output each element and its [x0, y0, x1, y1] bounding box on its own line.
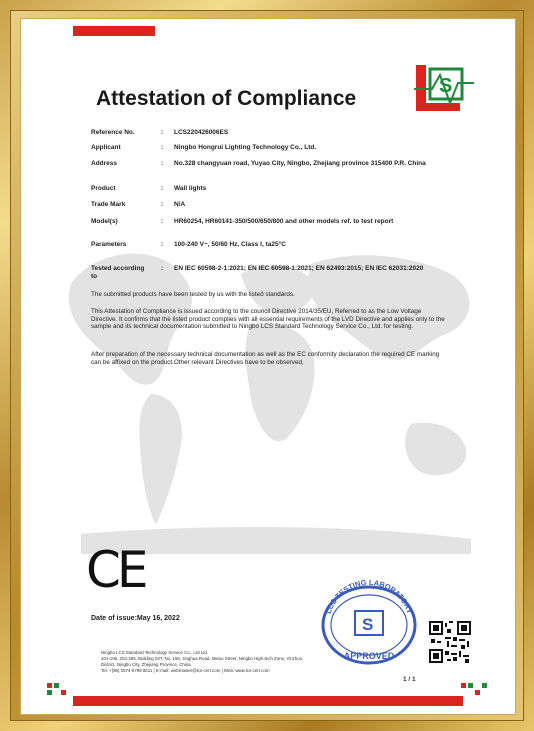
field-colon: :	[161, 129, 164, 136]
field-value-address: No.328 changyuan road, Yuyao City, Ningbo, Zhejiang province 315400 P.R. China	[174, 160, 426, 167]
field-value-parameters: 100-240 V~, 50/60 Hz, Class I, ta25°C	[174, 241, 286, 248]
field-label-trade-mark: Trade Mark	[91, 201, 126, 208]
document-title: Attestation of Compliance	[96, 87, 357, 110]
bottom-red-bar	[73, 696, 463, 706]
decor-square	[47, 690, 52, 695]
field-colon: :	[161, 160, 164, 167]
decor-square	[54, 683, 59, 688]
svg-text:S: S	[362, 615, 374, 634]
field-colon: :	[161, 185, 164, 192]
field-label-reference: Reference No.	[91, 129, 135, 136]
field-label-parameters: Parameters	[91, 241, 127, 248]
page-number: 1 / 1	[403, 676, 416, 683]
field-label-applicant: Applicant	[91, 144, 121, 151]
field-value-product: Wall lights	[174, 185, 207, 192]
field-colon: :	[161, 241, 164, 248]
field-value-tested-according: EN IEC 60598-2-1:2021; EN IEC 60598-1:2021; EN 62493:2015; EN IEC 62031:2020	[174, 265, 424, 272]
field-value-reference: LCS220426006ES	[174, 129, 229, 136]
footer-line: Ningbo LCS Standard Technology Service Co., Ltd Ltd.	[101, 650, 209, 655]
paragraph-attestation: This Attestation of Compliance is issued according to the council Directive 2014/35/EU, Referred to as the Low Voltage Directive. It confirms that the listed product complies with all essential requirements of the LVD Directive and applies only to the sample and its technical documentation submitted to Ningbo LCS Standard Technology Service Co., Ltd. for testing.	[91, 308, 445, 331]
lcs-logo	[414, 59, 476, 117]
field-colon: :	[161, 201, 164, 208]
footer-line: Tel: +(86) 0574-8799 8011 | E-mail: webmaster@lcs-cert.com | Web: www.lcs-cert.com	[101, 668, 270, 673]
field-value-applicant: Ningbo Hongrui Lighting Technology Co., Ltd.	[174, 144, 317, 151]
field-label-models: Model(s)	[91, 218, 118, 225]
field-label-tested-according: Tested according to	[91, 265, 145, 280]
field-colon: :	[161, 265, 164, 272]
decor-square	[61, 690, 66, 695]
footer-contact	[101, 650, 401, 674]
field-colon: :	[161, 218, 164, 225]
footer-line: 101-106, 202-205, Building 03T, No. 155, Jinghua Road, Meixu Street, Ningbo High-tech Zone, Yinzhou	[101, 656, 303, 661]
field-label-address: Address	[91, 160, 118, 167]
svg-text:LCS TESTING LABORATORY	[324, 578, 414, 615]
field-colon: :	[161, 144, 164, 151]
decor-square	[475, 690, 480, 695]
stamp-text-top: LCS TESTING LABORATORY	[323, 577, 415, 615]
footer-line: District, Ningbo City, Zhejiang Province, China	[101, 662, 191, 667]
paragraph-submitted: The submitted products have been tested by us with the listed standards.	[91, 291, 295, 298]
field-value-trade-mark: N/A	[174, 201, 186, 208]
certificate-document	[20, 18, 516, 715]
decor-square	[468, 683, 473, 688]
ce-mark: CE	[86, 541, 145, 599]
stamp-text-bottom: APPROVED	[343, 651, 395, 661]
decor-square	[482, 683, 487, 688]
decor-square	[461, 683, 466, 688]
decor-square	[47, 683, 52, 688]
paragraph-preparation: After preparation of the necessary technical documentation as well as the EC conformity declaration the required CE marking can be affixed on the product.Other relevant Directives have to be observed.	[91, 351, 440, 366]
field-label-product: Product	[91, 185, 116, 192]
top-red-bar	[73, 26, 155, 36]
field-value-models: HR60254, HR60141-350/500/650/800 and other models ref. to test report	[174, 218, 394, 225]
svg-text:S: S	[439, 75, 453, 97]
qr-code	[429, 621, 471, 663]
date-of-issue: Date of issue:May 16, 2022	[91, 615, 180, 622]
